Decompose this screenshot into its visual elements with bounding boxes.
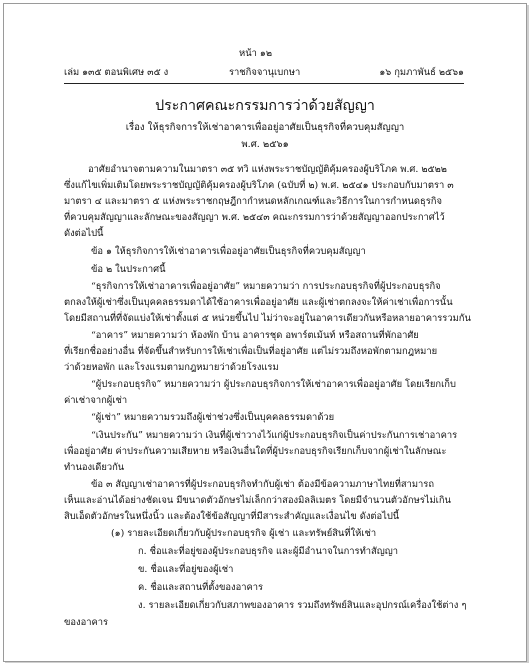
header-rule <box>64 83 464 84</box>
body-line: ที่ควบคุมสัญญาและลักษณะของสัญญา พ.ศ. ๒๕๔๓ คณะกรรมการว่าด้วยสัญญาออกประกาศไว้ <box>64 212 445 223</box>
volume-issue: เล่ม ๑๓๕ ตอนพิเศษ ๓๕ ง <box>64 67 169 78</box>
publication-date: ๑๖ กุมภาพันธ์ ๒๕๖๑ <box>379 67 464 78</box>
body-line: เพื่ออยู่อาศัย ค่าประกันความเสียหาย หรือเงินอื่นใดที่ผู้ประกอบธุรกิจเรียกเก็บจากผู้เช่าในลักษณะ <box>64 446 447 457</box>
sub-item-b: ข. ชื่อและที่อยู่ของผู้เช่า <box>138 564 234 575</box>
announcement-title: ประกาศคณะกรรมการว่าด้วยสัญญา <box>155 98 375 114</box>
definition-building: “อาคาร” หมายความว่า ห้องพัก บ้าน อาคารชุด อพาร์ตเม้นท์ หรือสถานที่พักอาศัย <box>91 330 419 341</box>
body-line: เห็นและอ่านได้อย่างชัดเจน มีขนาดตัวอักษรไม่เล็กกว่าสองมิลลิเมตร โดยมีจำนวนตัวอักษรไม่เกิน <box>64 495 451 506</box>
definition-deposit: “เงินประกัน” หมายความว่า เงินที่ผู้เช่าวางไว้แก่ผู้ประกอบธุรกิจเป็นค่าประกันการเช่าอาคาร <box>91 430 458 441</box>
sub-item-c: ค. ชื่อและสถานที่ตั้งของอาคาร <box>138 582 264 593</box>
body-line: ของอาคาร <box>64 617 109 628</box>
sub-item-d: ง. รายละเอียดเกี่ยวกับสภาพของอาคาร รวมถึงทรัพย์สินและอุปกรณ์เครื่องใช้ต่าง ๆ <box>138 600 467 611</box>
body-line: สิบเอ็ดตัวอักษรในหนึ่งนิ้ว และต้องใช้ข้อสัญญาที่มีสาระสำคัญและเงื่อนไข ดังต่อไปนี้ <box>64 511 400 522</box>
definition-operator: “ผู้ประกอบธุรกิจ” หมายความว่า ผู้ประกอบธุรกิจการให้เช่าอาคารเพื่ออยู่อาศัย โดยเรียกเก็บ <box>91 379 456 390</box>
sub-item-a: ก. ชื่อและที่อยู่ของผู้ประกอบธุรกิจ และผู้มีอำนาจในการทำสัญญา <box>138 546 398 557</box>
body-line: ว่าด้วยหอพัก และโรงแรมตามกฎหมายว่าด้วยโรงแรม <box>64 362 279 373</box>
body-line: มาตรา ๔ และมาตรา ๕ แห่งพระราชกฤษฎีกากำหนดหลักเกณฑ์และวิธีการในการกำหนดธุรกิจ <box>64 196 442 207</box>
definition-business: “ธุรกิจการให้เช่าอาคารเพื่ออยู่อาศัย” หมายความว่า การประกอบธุรกิจที่ผู้ประกอบธุรกิจ <box>91 281 441 292</box>
definition-tenant: “ผู้เช่า” หมายความรวมถึงผู้เช่าช่วงซึ่งเป็นบุคคลธรรมดาด้วย <box>91 412 335 423</box>
clause-3: ข้อ ๓ สัญญาเช่าอาคารที่ผู้ประกอบธุรกิจทำกับผู้เช่า ต้องมีข้อความภาษาไทยที่สามารถ <box>91 479 435 490</box>
clause-2: ข้อ ๒ ในประกาศนี้ <box>91 264 166 275</box>
announcement-year: พ.ศ. ๒๕๖๑ <box>241 139 289 150</box>
gazette-name: ราชกิจจานุเบกษา <box>229 67 301 78</box>
body-line: โดยมีสถานที่ที่จัดแบ่งให้เช่าตั้งแต่ ๕ หน่วยขึ้นไป ไม่ว่าจะอยู่ในอาคารเดียวกันหรือหลายอาคารรวมกัน <box>64 313 471 324</box>
body-line: ดังต่อไปนี้ <box>64 228 104 239</box>
body-line: ที่เรียกชื่ออย่างอื่น ที่จัดขึ้นสำหรับการให้เช่าเพื่อเป็นที่อยู่อาศัย แต่ไม่รวมถึงหอพักตามกฎหมาย <box>64 346 438 357</box>
body-line: อาศัยอำนาจตามความในมาตรา ๓๕ ทวิ แห่งพระราชบัญญัติคุ้มครองผู้บริโภค พ.ศ. ๒๕๒๒ <box>88 164 447 175</box>
body-line: ทำนองเดียวกัน <box>64 462 125 473</box>
clause-1: ข้อ ๑ ให้ธุรกิจการให้เช่าอาคารเพื่ออยู่อาศัยเป็นธุรกิจที่ควบคุมสัญญา <box>91 246 366 257</box>
announcement-subject: เรื่อง ให้ธุรกิจการให้เช่าอาคารเพื่ออยู่อาศัยเป็นธุรกิจที่ควบคุมสัญญา <box>125 122 405 133</box>
body-line: ค่าเช่าจากผู้เช่า <box>64 395 128 406</box>
body-line: ซึ่งแก้ไขเพิ่มเติมโดยพระราชบัญญัติคุ้มครองผู้บริโภค (ฉบับที่ ๒) พ.ศ. ๒๕๔๑ ประกอบกับมาตรา ๓ <box>64 180 454 191</box>
clause-3-item-1: (๑) รายละเอียดเกี่ยวกับผู้ประกอบธุรกิจ ผู้เช่า และทรัพย์สินที่ให้เช่า <box>111 528 377 539</box>
body-line: ตกลงให้ผู้เช่าซึ่งเป็นบุคคลธรรมดาได้ใช้อาคารเพื่ออยู่อาศัย และผู้เช่าตกลงจะให้ค่าเช่าเพื่อการนั้น <box>64 297 453 308</box>
page-number: หน้า ๑๒ <box>239 48 272 59</box>
